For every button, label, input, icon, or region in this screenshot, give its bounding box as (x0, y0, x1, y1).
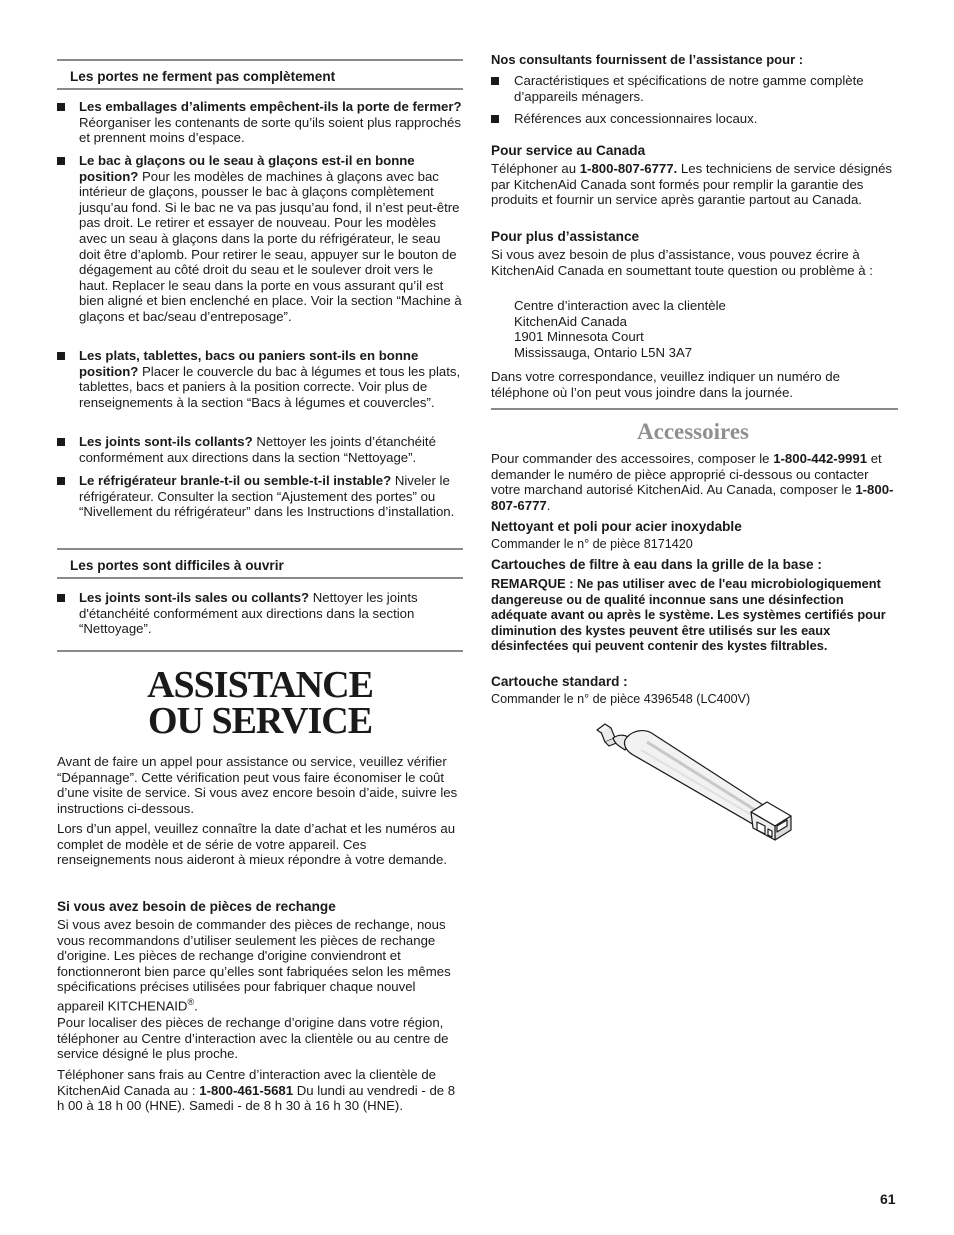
standard-cartridge-heading: Cartouche standard : (491, 674, 628, 689)
bullet-icon (57, 352, 65, 360)
section-heading-doors-hard-to-open: Les portes sont difficiles à ouvrir (57, 548, 463, 579)
address-line: 1901 Minnesota Court (514, 329, 644, 344)
intro-paragraph-2: Lors d’un appel, veuillez connaître la date d’achat et les numéros au complet de modèle et de série de votre appareil. Ces renseignements nous aideront à mieux répondre à votre demande. (57, 821, 456, 868)
correspondence-paragraph: Dans votre correspondance, veuillez indiquer un numéro de téléphone où l’on peut vous joindre dans la journée. (491, 369, 840, 400)
filter-note: REMARQUE : Ne pas utiliser avec de l'eau microbiologiquement dangereuse ou de qualité inconnue sans une désinfection adéquate avant ou après le système. Les systèmes certifiés pour diminution des kystes peuvent être utilisés sur les eaux désinfectées qui peuvent contenir des kystes filtrables. (491, 576, 886, 654)
bullet-icon (57, 594, 65, 602)
more-assistance-heading: Pour plus d’assistance (491, 229, 640, 244)
bullet-icon (57, 103, 65, 111)
bullet-icon (57, 477, 65, 485)
accessories-paragraph: Pour commander des accessoires, composer le 1-800-442-9991 et demander le numéro de pièce approprié ci-dessous ou contacter votre marchand autorisé KitchenAid. Au Canada, composer le 1-800-807-6777. (491, 451, 894, 513)
water-filter-cartridge-illustration (591, 716, 796, 850)
bullet-icon (57, 438, 65, 446)
address-line: KitchenAid Canada (514, 314, 627, 329)
steel-cleaner-heading: Nettoyant et poli pour acier inoxydable (491, 519, 742, 534)
canada-service-paragraph: Téléphoner au 1-800-807-6777. Les techniciens de service désignés par KitchenAid Canada sont formés pour remplir la garantie des produits et fournir un service après garantie partout au Canada. (491, 161, 893, 208)
address-line: Centre d’interaction avec la clientèle (514, 298, 726, 313)
page-title: ASSISTANCE OU SERVICE (147, 664, 373, 742)
bullet-icon (57, 157, 65, 165)
intro-paragraph: Avant de faire un appel pour assistance ou service, veuillez vérifier “Dépannage”. Cette vérification peut vous faire économiser le coût d’une visite de service. Si vous avez encore besoin d’aide, suivre les instructions ci-dessous. (57, 754, 458, 816)
parts-heading: Si vous avez besoin de pièces de rechange (57, 899, 336, 914)
accessories-title: Accessoires (637, 419, 749, 444)
consultants-heading: Nos consultants fournissent de l’assistance pour : (491, 52, 804, 67)
parts-paragraph: Si vous avez besoin de commander des pièces de rechange, nous vous recommandons d’utiliser seulement les pièces de rechange d'origine. Les pièces de rechange d'origine conviendront et fonctionneront bien parce qu’elles sont fabriquées selon les mêmes spécifications précises utilisées pour fabriquer chaque nouvel appareil KITCHENAID®. (57, 917, 451, 1014)
standard-cartridge-part: Commander le n° de pièce 4396548 (LC400V) (491, 692, 751, 706)
filter-heading: Cartouches de filtre à eau dans la grille de la base : (491, 557, 822, 572)
more-assistance-paragraph: Si vous avez besoin de plus d’assistance, vous pouvez écrire à KitchenAid Canada en soumettant toute question ou problème à : (491, 247, 873, 278)
parts-paragraph-2: Pour localiser des pièces de rechange d’origine dans votre région, téléphoner au Centre d’interaction avec la clientèle ou au centre de service désigné le plus proche. (57, 1015, 449, 1062)
canada-service-heading: Pour service au Canada (491, 143, 646, 158)
divider (491, 408, 898, 410)
section-heading-doors-not-closing: Les portes ne ferment pas complètement (57, 59, 463, 90)
page-number: 61 (880, 1191, 896, 1207)
steel-cleaner-part: Commander le n° de pièce 8171420 (491, 537, 693, 551)
bullet-icon (491, 115, 499, 123)
divider (57, 650, 463, 652)
address-line: Mississauga, Ontario L5N 3A7 (514, 345, 693, 360)
bullet-icon (491, 77, 499, 85)
parts-paragraph-3: Téléphoner sans frais au Centre d’interaction avec la clientèle de KitchenAid Canada au : 1-800-461-5681 Du lundi au vendredi - de 8 h 00 à 18 h 00 (HNE). Samedi - de 8 h 30 à 16 h 30 (HNE). (57, 1067, 456, 1114)
